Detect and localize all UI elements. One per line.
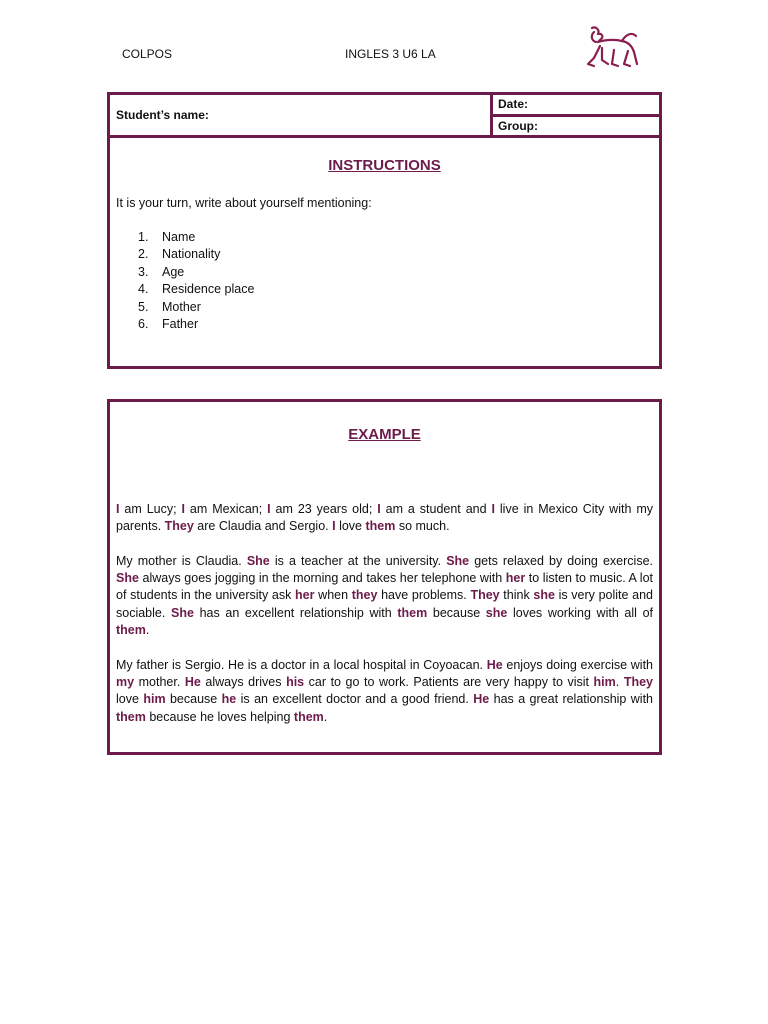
paragraph-text: is very polite and sociable. (116, 588, 653, 620)
highlighted-word: I (491, 501, 495, 516)
highlighted-word: I (332, 518, 336, 533)
paragraph-text: mother. (134, 674, 185, 689)
list-number: 1. (138, 230, 149, 244)
highlighted-word: He (184, 674, 201, 689)
paragraph-text: am Mexican; (184, 501, 268, 516)
paragraph-text: are Claudia and Sergio. (193, 518, 333, 533)
list-number: 6. (138, 316, 149, 331)
list-item (138, 246, 254, 263)
list-label: Nationality (162, 247, 221, 262)
student-name-label: Student’s name: (116, 108, 209, 122)
paragraph-text: has an excellent relationship with (193, 605, 398, 620)
list-label: Father (162, 316, 199, 331)
lion-logo-icon (584, 24, 640, 70)
highlighted-word: them (116, 623, 146, 638)
instructions-intro: It is your turn, write about yourself mentioning: (116, 196, 372, 210)
list-item (138, 281, 254, 298)
highlighted-word: they (351, 588, 378, 603)
instructions-list (138, 229, 254, 333)
paragraph-text: am 23 years old; (270, 501, 378, 516)
paragraph-text: always goes jogging in the morning and takes her telephone with (138, 570, 506, 585)
date-label: Date: (498, 97, 529, 111)
highlighted-word: him (593, 674, 616, 689)
paragraph-text: because (427, 605, 486, 620)
highlighted-word: them (397, 605, 428, 620)
header-course-title: INGLES 3 U6 LA (345, 47, 436, 61)
highlighted-word: She (116, 570, 139, 585)
highlighted-word: his (286, 674, 305, 689)
list-number: 3. (138, 264, 149, 279)
list-label: Mother (162, 299, 201, 314)
example-paragraph-1 (116, 501, 653, 536)
highlighted-word: She (446, 553, 470, 568)
list-item (138, 264, 254, 281)
list-number: 5. (138, 299, 149, 314)
paragraph-text: gets relaxed by doing exercise. (469, 553, 653, 568)
list-number: 4. (138, 282, 149, 297)
highlighted-word: she (485, 605, 508, 620)
list-number: 2. (138, 247, 149, 262)
highlighted-word: him (143, 692, 166, 707)
paragraph-text: love (335, 518, 366, 533)
paragraph-text: . (615, 674, 624, 689)
paragraph-text: am a student and (380, 501, 492, 516)
paragraph-text: enjoys doing exercise with (502, 657, 653, 672)
paragraph-text: loves working with all of (507, 605, 653, 620)
paragraph-text: My mother is Claudia. (116, 553, 247, 568)
paragraph-text: live in Mexico City with my parents. (116, 501, 653, 533)
paragraph-text: has a great relationship with (489, 692, 654, 707)
highlighted-word: They (164, 518, 194, 533)
list-item (138, 299, 254, 316)
list-label: Name (162, 230, 196, 244)
highlighted-word: He (486, 657, 503, 672)
highlighted-word: he (221, 692, 237, 707)
example-title: EXAMPLE (348, 426, 421, 443)
highlighted-word: I (267, 501, 271, 516)
paragraph-text: because (165, 692, 222, 707)
paragraph-text: have problems. (377, 588, 471, 603)
highlighted-word: I (377, 501, 381, 516)
highlighted-word: She (170, 605, 194, 620)
paragraph-text: is a teacher at the university. (269, 553, 447, 568)
paragraph-text: car to go to work. Patients are very happy to visit (304, 674, 594, 689)
highlighted-word: them (365, 518, 396, 533)
highlighted-word: They (623, 674, 653, 689)
highlighted-word: her (295, 588, 315, 603)
paragraph-text: love (116, 692, 144, 707)
group-label: Group: (498, 119, 538, 133)
list-label: Age (162, 264, 185, 279)
paragraph-text: My father is Sergio. He is a doctor in a local hospital in Coyoacan. (116, 657, 487, 672)
highlighted-word: I (181, 501, 185, 516)
paragraph-text: is an excellent doctor and a good friend. (236, 692, 474, 707)
list-label: Residence place (162, 282, 255, 297)
header-left-text: COLPOS (122, 47, 173, 61)
highlighted-word: them (293, 709, 324, 724)
highlighted-word: her (505, 570, 526, 585)
student-instructions-box (107, 92, 662, 369)
group-cell (493, 117, 659, 138)
paragraph-text: . (323, 709, 328, 724)
paragraph-text: think (499, 588, 534, 603)
highlighted-word: She (246, 553, 270, 568)
paragraph-text: because he loves helping (145, 709, 294, 724)
highlighted-word: them (116, 709, 146, 724)
paragraph-text: . (145, 623, 150, 638)
list-item (138, 229, 254, 246)
paragraph-text: always drives (200, 674, 287, 689)
highlighted-word: He (473, 692, 490, 707)
highlighted-word: I (116, 501, 120, 516)
example-box (107, 399, 662, 755)
paragraph-text: am Lucy; (119, 501, 182, 516)
date-cell (493, 95, 659, 117)
example-paragraph-2 (116, 553, 653, 640)
paragraph-text: when (314, 588, 352, 603)
highlighted-word: my (116, 674, 135, 689)
highlighted-word: They (470, 588, 500, 603)
highlighted-word: she (533, 588, 555, 603)
list-item (138, 316, 254, 333)
instructions-title: INSTRUCTIONS (328, 157, 441, 174)
paragraph-text: to listen to music. A lot of students in the university ask (116, 570, 653, 603)
paragraph-text: so much. (395, 518, 450, 533)
student-name-cell (110, 95, 493, 138)
example-paragraph-3 (116, 657, 653, 727)
